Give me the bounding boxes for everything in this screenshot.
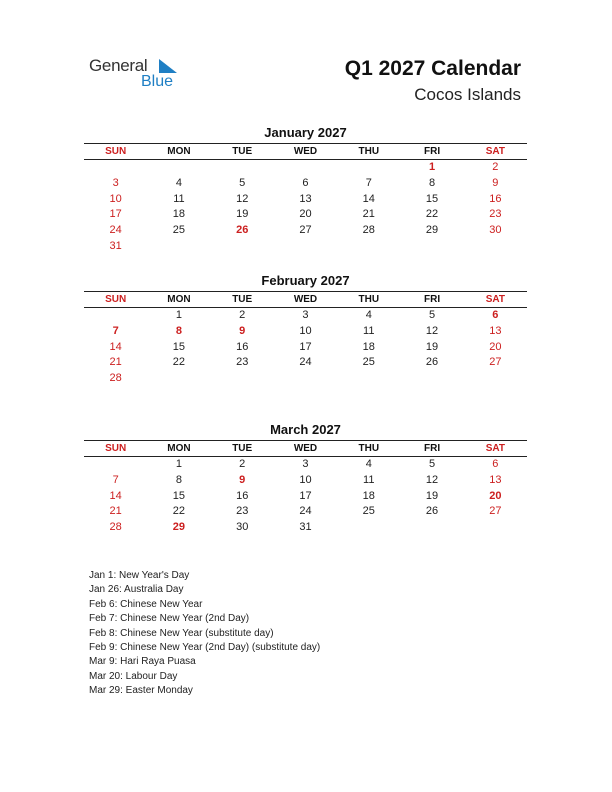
day-cell: 4: [365, 458, 372, 470]
holiday-item: Mar 9: Hari Raya Puasa: [89, 656, 196, 668]
day-cell: 31: [299, 521, 312, 534]
day-cell: 6: [302, 176, 309, 189]
day-cell: 8: [175, 324, 182, 337]
day-cell: 3: [112, 176, 119, 189]
weekday-label: SAT: [485, 294, 505, 305]
weekday-label: TUE: [232, 146, 253, 157]
weekday-label: MON: [167, 443, 191, 454]
holiday-item: Mar 29: Easter Monday: [89, 685, 193, 697]
holiday-item: Feb 7: Chinese New Year (2nd Day): [89, 613, 250, 625]
day-cell: 12: [425, 473, 439, 486]
day-cell: 23: [236, 505, 249, 518]
holiday-list: [89, 569, 320, 699]
day-cell: 28: [362, 224, 375, 237]
day-cell: 6: [492, 458, 499, 470]
weekday-label: FRI: [423, 443, 441, 454]
week-row: [84, 489, 527, 505]
day-cell: 16: [489, 192, 502, 205]
brand-logo: [89, 56, 199, 96]
day-cell: 2: [239, 458, 246, 470]
day-cell: 3: [302, 309, 309, 321]
day-cell: 28: [109, 372, 122, 385]
day-cell: 15: [172, 340, 186, 353]
day-cell: 23: [489, 208, 502, 221]
day-cell: [274, 239, 337, 255]
weekday-label: SAT: [485, 443, 505, 454]
day-cell: 25: [172, 224, 186, 237]
day-cell: [400, 371, 463, 387]
day-cell: 26: [236, 224, 249, 237]
day-cell: 20: [489, 489, 502, 502]
holiday-item: Feb 9: Chinese New Year (2nd Day) (substitute day): [89, 642, 321, 654]
weekday-header: [84, 440, 527, 457]
weekday-label: SUN: [105, 294, 127, 305]
day-cell: 1: [175, 458, 182, 470]
logo-triangle-icon: [159, 59, 177, 73]
day-cell: 25: [362, 505, 375, 518]
day-cell: 10: [299, 324, 312, 337]
week-row: [84, 160, 527, 176]
weekday-label: FRI: [423, 146, 441, 157]
day-cell: 22: [172, 356, 186, 369]
day-cell: [337, 160, 400, 176]
day-cell: 13: [299, 192, 312, 205]
day-cell: 1: [428, 161, 436, 173]
day-cell: [147, 160, 210, 176]
day-cell: 2: [492, 161, 499, 173]
day-cell: 12: [236, 192, 249, 205]
day-cell: 27: [489, 505, 502, 518]
day-cell: [400, 239, 463, 255]
day-cell: 14: [362, 192, 375, 205]
day-cell: 27: [299, 224, 312, 237]
week-row: [84, 371, 527, 387]
day-cell: 19: [425, 489, 439, 502]
day-cell: 11: [363, 324, 375, 337]
logo-text-blue: Blue: [141, 73, 174, 90]
weekday-header: [84, 291, 527, 308]
month-name: March 2027: [270, 422, 341, 437]
day-cell: 9: [492, 176, 499, 189]
week-row: [84, 239, 527, 255]
day-cell: 12: [425, 324, 439, 337]
day-cell: 15: [172, 489, 186, 502]
day-cell: [211, 160, 274, 176]
day-cell: [84, 160, 147, 176]
day-cell: 7: [112, 473, 119, 486]
weekday-label: FRI: [423, 294, 441, 305]
week-row: [84, 340, 527, 356]
day-cell: 10: [109, 192, 122, 205]
weekday-label: WED: [293, 294, 318, 305]
weekday-label: SUN: [105, 443, 127, 454]
month-name: February 2027: [261, 273, 350, 288]
day-cell: 20: [299, 208, 312, 221]
day-cell: 5: [239, 176, 246, 189]
month-february: [84, 272, 527, 387]
day-cell: 21: [109, 505, 122, 518]
weekday-label: SUN: [105, 146, 127, 157]
week-row: [84, 473, 527, 489]
holiday-item: Feb 6: Chinese New Year: [89, 598, 203, 610]
day-cell: 22: [172, 505, 186, 518]
weekday-label: THU: [358, 146, 380, 157]
week-row: [84, 355, 527, 371]
day-cell: 30: [489, 224, 502, 237]
holiday-item: Mar 20: Labour Day: [89, 670, 178, 682]
day-cell: 15: [425, 192, 439, 205]
holiday-item: Feb 8: Chinese New Year (substitute day): [89, 627, 274, 639]
day-cell: 17: [299, 340, 312, 353]
day-cell: 24: [299, 356, 312, 369]
day-cell: 7: [365, 176, 372, 189]
week-row: [84, 207, 527, 223]
day-cell: 7: [112, 324, 119, 337]
week-row: [84, 324, 527, 340]
day-cell: 18: [362, 340, 375, 353]
holiday-item: Jan 1: New Year's Day: [89, 570, 190, 581]
day-cell: 17: [109, 208, 122, 221]
day-cell: 18: [362, 489, 375, 502]
day-cell: [464, 520, 527, 536]
day-cell: 14: [109, 340, 122, 353]
day-cell: 21: [109, 356, 122, 369]
page-subtitle: Cocos Islands: [414, 85, 521, 104]
day-cell: 25: [362, 356, 375, 369]
day-cell: 9: [239, 324, 246, 337]
day-cell: 9: [239, 473, 246, 486]
day-cell: 14: [109, 489, 122, 502]
day-cell: 18: [172, 208, 186, 221]
week-row: [84, 176, 527, 192]
day-cell: 11: [363, 473, 375, 486]
day-cell: [337, 371, 400, 387]
weekday-label: WED: [293, 443, 318, 454]
day-cell: [211, 371, 274, 387]
day-cell: 21: [362, 208, 375, 221]
day-cell: 6: [492, 309, 499, 321]
day-cell: 22: [425, 208, 439, 221]
month-name: January 2027: [264, 125, 347, 140]
day-cell: [274, 160, 337, 176]
day-cell: 4: [175, 176, 182, 189]
week-row: [84, 223, 527, 239]
day-cell: [464, 239, 527, 255]
day-cell: 16: [236, 489, 249, 502]
day-cell: [84, 457, 147, 473]
day-cell: 1: [175, 309, 182, 321]
week-row: [84, 457, 527, 473]
day-cell: 24: [299, 505, 312, 518]
month-march: [84, 421, 527, 536]
day-cell: [337, 239, 400, 255]
day-cell: 16: [236, 340, 249, 353]
day-cell: 13: [489, 473, 502, 486]
holiday-item: Jan 26: Australia Day: [89, 584, 184, 596]
weekday-label: WED: [293, 146, 318, 157]
day-cell: 20: [489, 340, 502, 353]
day-cell: [147, 239, 210, 255]
day-cell: 31: [109, 239, 122, 252]
day-cell: 4: [365, 309, 372, 321]
month-january: [84, 124, 527, 255]
weekday-label: THU: [358, 294, 380, 305]
day-cell: 19: [236, 208, 249, 221]
weekday-label: MON: [167, 146, 191, 157]
day-cell: 27: [489, 356, 502, 369]
page-title: Q1 2027 Calendar: [344, 57, 521, 80]
week-row: [84, 504, 527, 520]
day-cell: 5: [428, 458, 436, 470]
weekday-label: SAT: [485, 146, 505, 157]
day-cell: [84, 308, 147, 324]
day-cell: [337, 520, 400, 536]
day-cell: 26: [425, 505, 439, 518]
day-cell: 10: [299, 473, 312, 486]
day-cell: 26: [425, 356, 439, 369]
day-cell: 19: [425, 340, 439, 353]
weekday-label: THU: [358, 443, 380, 454]
day-cell: 3: [302, 458, 309, 470]
day-cell: 8: [428, 176, 436, 189]
day-cell: 24: [109, 224, 122, 237]
week-row: [84, 192, 527, 208]
weekday-label: TUE: [232, 294, 253, 305]
day-cell: [211, 239, 274, 255]
day-cell: [147, 371, 210, 387]
day-cell: 29: [172, 521, 186, 534]
day-cell: [274, 371, 337, 387]
day-cell: 17: [299, 489, 312, 502]
weekday-label: TUE: [232, 443, 253, 454]
weekday-label: MON: [167, 294, 191, 305]
day-cell: 5: [428, 309, 436, 321]
week-row: [84, 308, 527, 324]
day-cell: 29: [425, 224, 439, 237]
day-cell: 23: [236, 356, 249, 369]
day-cell: 2: [239, 309, 246, 321]
week-row: [84, 520, 527, 536]
day-cell: 28: [109, 521, 122, 534]
day-cell: [400, 520, 463, 536]
day-cell: 11: [173, 192, 185, 205]
day-cell: 13: [489, 324, 502, 337]
day-cell: 30: [236, 521, 249, 534]
logo-text-general: General: [89, 56, 148, 75]
day-cell: [464, 371, 527, 387]
day-cell: 8: [175, 473, 182, 486]
weekday-header: [84, 143, 527, 160]
